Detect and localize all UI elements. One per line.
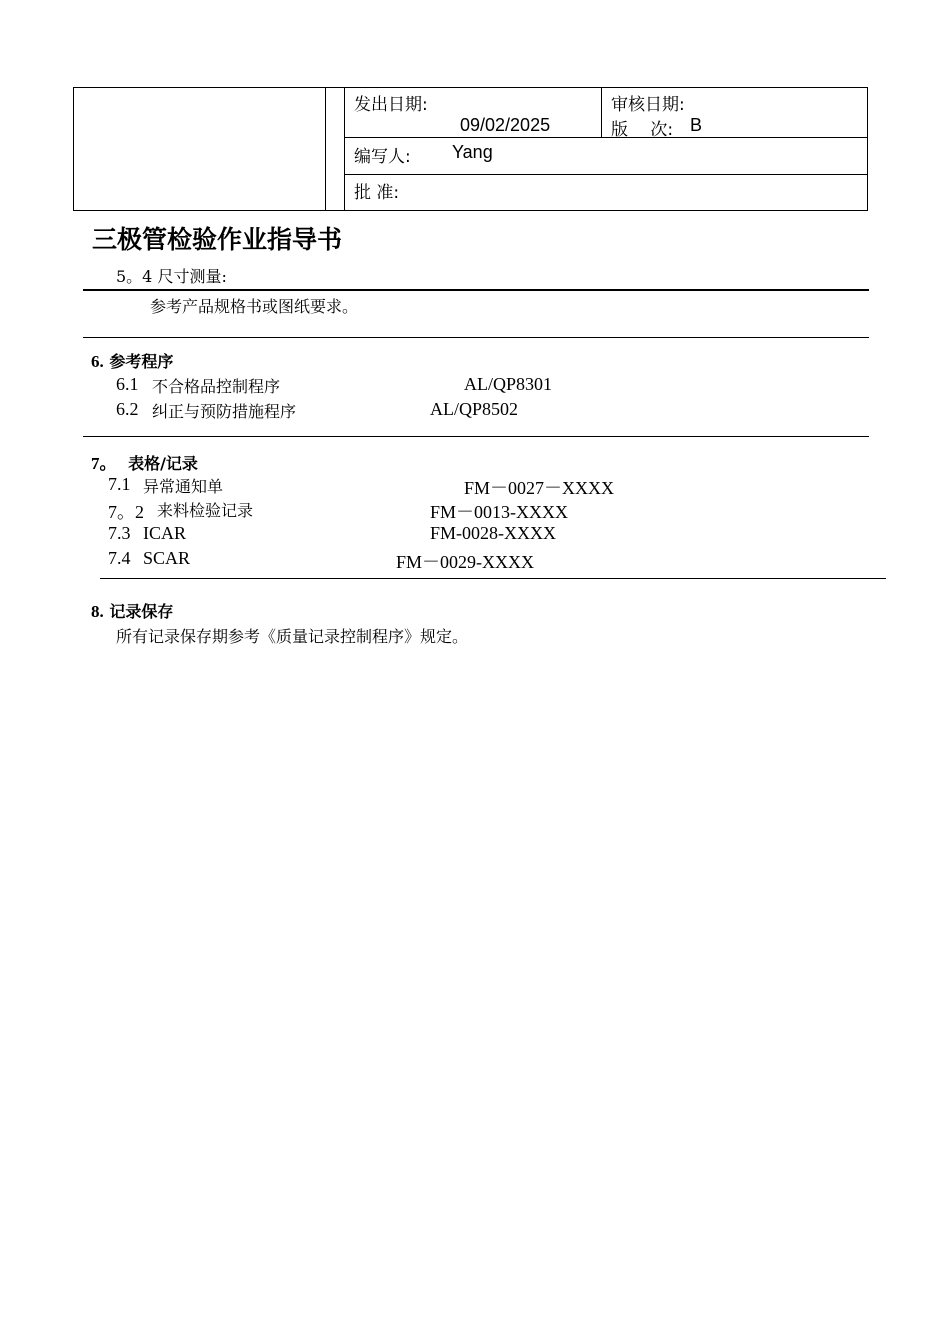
sec6-item-1-name: 不合格品控制程序 <box>152 377 281 396</box>
sec7-heading-num: 7。 <box>91 454 117 473</box>
divider <box>100 578 886 579</box>
issue-date-label: 发出日期: <box>354 95 428 115</box>
sec7-item-3-name: ICAR <box>143 523 187 543</box>
review-date-label: 审核日期: <box>611 95 685 115</box>
sec6-item-1-num: 6.1 <box>116 374 139 394</box>
sec6-item-1-code: AL/QP8301 <box>464 374 553 394</box>
sec8-heading-text: 记录保存 <box>109 602 174 621</box>
sec6-item-2-num: 6.2 <box>116 399 139 419</box>
sec7-item-2-name: 来料检验记录 <box>157 501 254 520</box>
sec7-item-4-code: FM－0029-XXXX <box>396 552 535 572</box>
sec6-heading-text: 参考程序 <box>109 352 174 371</box>
sec7-item-3-code: FM-0028-XXXX <box>430 523 556 543</box>
divider <box>83 337 869 338</box>
sec7-item-3-num: 7.3 <box>108 523 131 543</box>
author-value: Yang <box>452 142 493 162</box>
divider <box>83 436 869 437</box>
sec7-item-1-name: 异常通知单 <box>143 477 224 496</box>
page-title: 三极管检验作业指导书 <box>92 225 343 254</box>
sec6-heading-num: 6. <box>91 352 104 371</box>
divider <box>83 289 869 291</box>
sec7-heading-text: 表格/记录 <box>128 454 198 473</box>
sec7-item-4-name: SCAR <box>143 548 191 568</box>
sec6-item-2-code: AL/QP8502 <box>430 399 519 419</box>
version-value: B <box>690 115 703 135</box>
sec7-item-1-code: FM－0027－XXXX <box>464 478 615 498</box>
sec8-text: 所有记录保存期参考《质量记录控制程序》规定。 <box>116 627 469 646</box>
sec6-heading <box>91 349 173 372</box>
sec8-heading-num: 8. <box>91 602 104 621</box>
sec7-heading <box>91 449 198 474</box>
sec54-text: 参考产品规格书或图纸要求。 <box>150 297 359 316</box>
version-label: 版 次: <box>611 120 674 140</box>
sec6-item-2-name: 纠正与预防措施程序 <box>152 402 297 421</box>
sec7-item-1-num: 7.1 <box>108 474 131 494</box>
sec7-item-2-num: 7。2 <box>108 502 144 522</box>
author-label: 编写人: <box>354 147 411 167</box>
sec54-label: 5。4 尺寸测量: <box>116 267 227 286</box>
issue-date-value: 09/02/2025 <box>460 115 551 135</box>
sec8-heading <box>91 599 173 622</box>
sec7-item-2-code: FM－0013-XXXX <box>430 502 569 522</box>
sec7-item-4-num: 7.4 <box>108 548 131 568</box>
approve-label: 批 准: <box>354 183 400 203</box>
